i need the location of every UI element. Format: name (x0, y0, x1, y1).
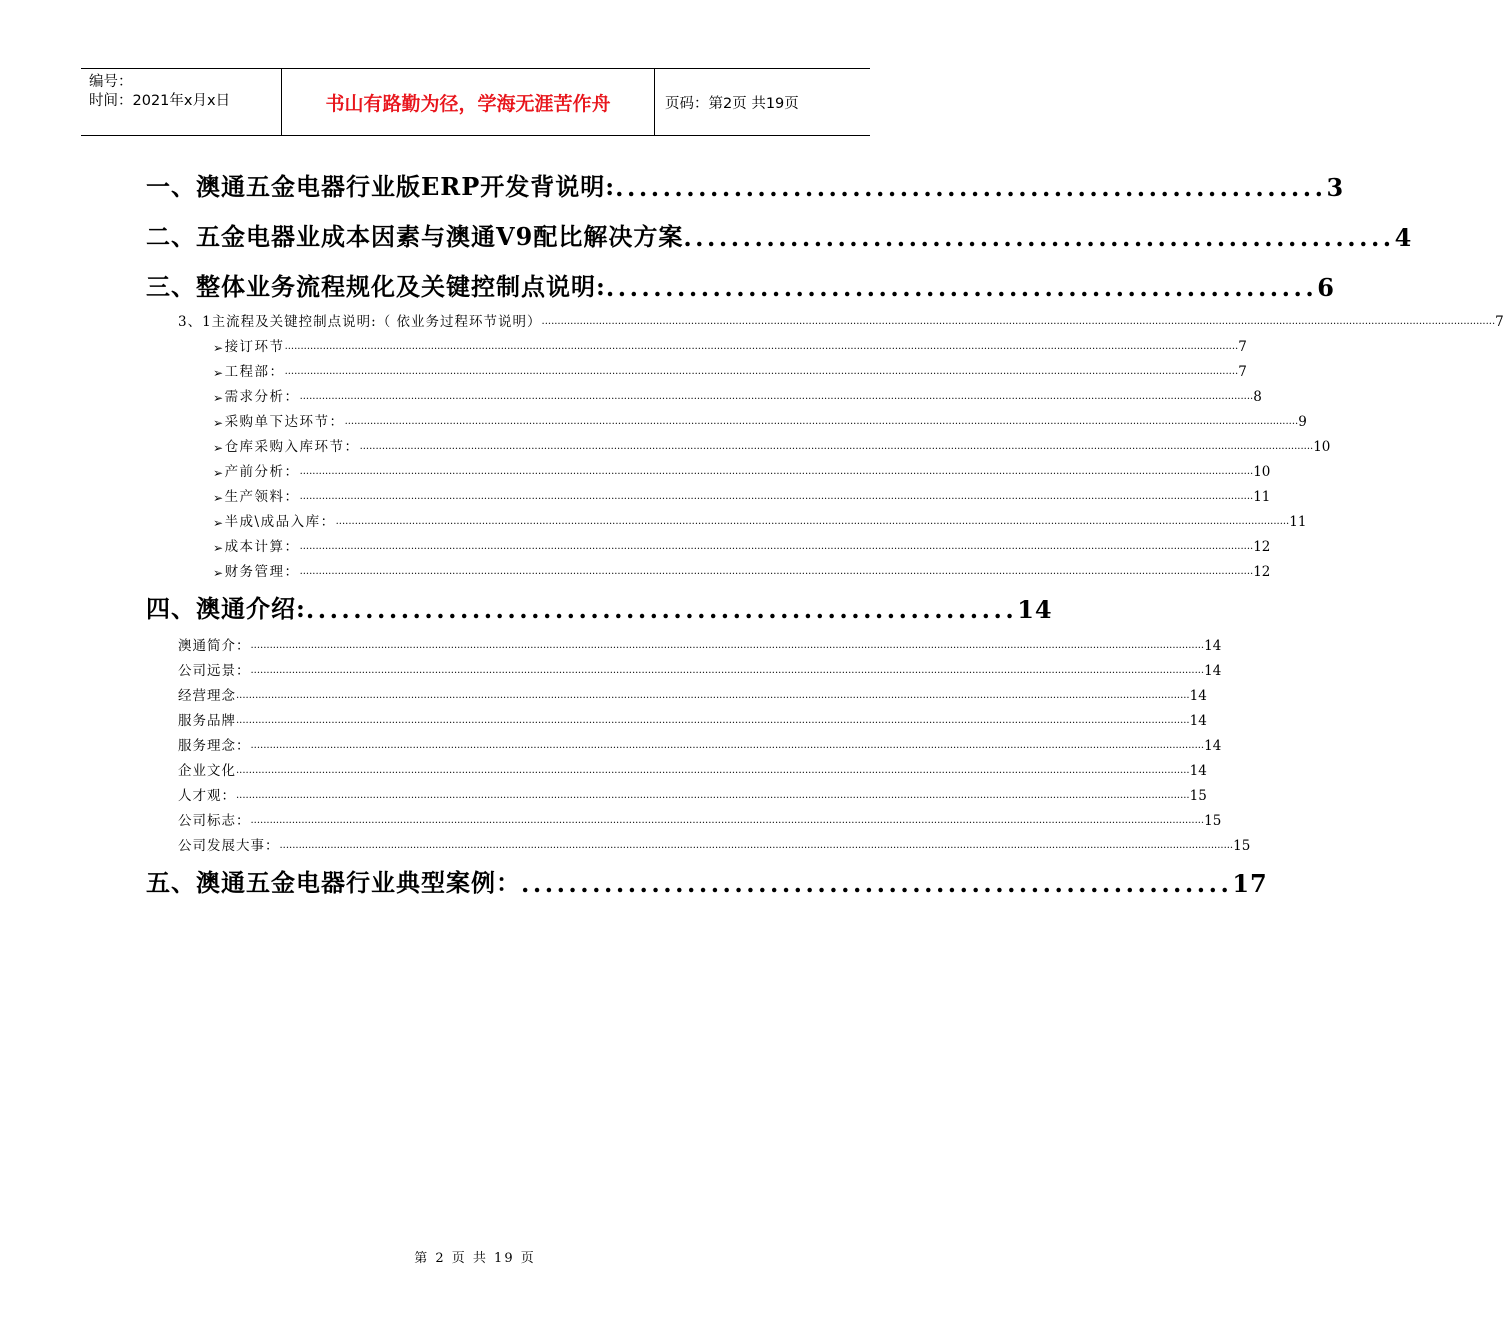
toc-entry-page: 14 (1189, 688, 1207, 704)
page-header (81, 68, 870, 136)
toc-entry-label: 财务管理： (224, 564, 300, 580)
toc-entry-page: 10 (1313, 439, 1331, 455)
toc-entry-label: 公司远景： (178, 663, 251, 679)
toc-leader-dots: ............................................................................................................................................................................................................................................................................................................ (236, 715, 1190, 726)
toc-leader-dots: ............................................................................................................................................................................................................................................................................................................ (236, 765, 1190, 776)
toc-entry-label: 成本计算： (224, 539, 300, 555)
toc-entry-page: 7 (1495, 314, 1504, 330)
toc-entry-label: 接订环节 (224, 339, 285, 355)
toc-entry-label: 生产领料： (224, 489, 300, 505)
toc-leader-dots: ............................................................................................................................................................................................................................................................................................................ (236, 790, 1190, 801)
toc-entry[interactable] (178, 834, 1251, 854)
toc-leader-dots: ............................................................ (615, 173, 1327, 202)
toc-entry[interactable] (146, 590, 1053, 624)
toc-entry-page: 14 (1204, 738, 1222, 754)
toc-entry[interactable] (178, 709, 1207, 729)
toc-entry-label: 需求分析： (224, 389, 300, 405)
toc-entry-label: 采购单下达环节： (224, 414, 345, 430)
toc-leader-dots: ............................................................................................................................................................................................................................................................................................................ (299, 541, 1254, 552)
page-footer: 第 2 页 共 19 页 (414, 1251, 536, 1266)
toc-entry[interactable] (178, 310, 1504, 330)
arrow-bullet-icon: ➢ (213, 366, 225, 380)
toc-leader-dots: ............................................................................................................................................................................................................................................................................................................ (250, 640, 1205, 651)
toc-entry-page: 8 (1253, 389, 1262, 405)
toc-entry[interactable] (213, 485, 1271, 505)
toc-entry[interactable] (178, 734, 1222, 754)
toc-entry[interactable] (178, 759, 1207, 779)
toc-entry-page: 9 (1298, 414, 1307, 430)
toc-entry-label: 公司发展大事： (178, 838, 280, 854)
toc-entry-page: 14 (1189, 713, 1207, 729)
toc-leader-dots: ............................................................................................................................................................................................................................................................................................................ (299, 566, 1254, 577)
toc-leader-dots: ............................................................................................................................................................................................................................................................................................................ (299, 491, 1254, 502)
toc-entry-page: 14 (1189, 763, 1207, 779)
toc-entry-label: 一、澳通五金电器行业版ERP开发背说明: (146, 172, 616, 201)
toc-entry-label: 二、五金电器业成本因素与澳通V9配比解决方案 (146, 222, 684, 251)
toc-entry-label: 三、整体业务流程规化及关键控制点说明: (146, 272, 606, 301)
toc-entry-page: 15 (1204, 813, 1222, 829)
toc-entry-label: 服务理念： (178, 738, 251, 754)
toc-entry[interactable] (213, 410, 1307, 430)
toc-entry[interactable] (178, 659, 1222, 679)
toc-entry[interactable] (178, 784, 1207, 804)
toc-entry-page: 7 (1238, 364, 1247, 380)
toc-entry[interactable] (213, 435, 1331, 455)
toc-leader-dots: ............................................................ (683, 223, 1395, 252)
toc-entry[interactable] (178, 809, 1222, 829)
toc-entry-page: 6 (1317, 273, 1335, 302)
toc-leader-dots: ............................................................ (605, 273, 1318, 302)
arrow-bullet-icon: ➢ (213, 491, 225, 505)
toc-entry[interactable] (146, 168, 1345, 202)
toc-entry-label: 四、澳通介绍: (146, 594, 306, 623)
arrow-bullet-icon: ➢ (213, 466, 225, 480)
toc-entry[interactable] (213, 535, 1271, 555)
toc-entry[interactable] (213, 460, 1271, 480)
toc-entry-page: 7 (1238, 339, 1247, 355)
header-motto: 书山有路勤为径，学海无涯苦作舟 (282, 69, 655, 135)
toc-entry-label: 企业文化 (178, 763, 236, 779)
toc-leader-dots: ............................................................................................................................................................................................................................................................................................................ (236, 690, 1190, 701)
toc-entry-page: 15 (1233, 838, 1251, 854)
toc-entry-page: 14 (1017, 595, 1053, 624)
header-page-info: 页码：第2页 共19页 (665, 95, 799, 112)
toc-leader-dots: ............................................................................................................................................................................................................................................................................................................ (250, 815, 1205, 826)
header-meta (81, 69, 282, 135)
arrow-bullet-icon: ➢ (213, 566, 225, 580)
toc-leader-dots: ............................................................................................................................................................................................................................................................................................................ (344, 416, 1299, 427)
toc-entry-page: 3 (1326, 173, 1345, 202)
toc-leader-dots: ............................................................................................................................................................................................................................................................................................................ (335, 516, 1290, 527)
toc-entry-label: 产前分析： (224, 464, 300, 480)
toc-entry-page: 11 (1289, 514, 1307, 530)
toc-entry-page: 12 (1253, 564, 1271, 580)
toc-entry[interactable] (146, 268, 1335, 302)
toc-entry-label: 公司标志： (178, 813, 251, 829)
toc-entry-label: 3、1主流程及关键控制点说明:（ 依业务过程环节说明） (178, 314, 542, 330)
header-date-label: 时间：2021年x月x日 (89, 93, 231, 109)
toc-entry[interactable] (178, 634, 1222, 654)
toc-entry-label: 五、澳通五金电器行业典型案例： (146, 868, 521, 897)
toc-entry-page: 12 (1253, 539, 1271, 555)
header-code-label: 编号： (89, 74, 133, 90)
toc-leader-dots: ............................................................................................................................................................................................................................................................................................................ (250, 740, 1205, 751)
toc-entry-page: 14 (1204, 663, 1222, 679)
toc-entry[interactable] (213, 385, 1262, 405)
toc-entry-label: 澳通简介： (178, 638, 251, 654)
toc-entry[interactable] (213, 560, 1271, 580)
toc-leader-dots: ............................................................ (521, 869, 1233, 898)
toc-entry-page: 15 (1189, 788, 1207, 804)
toc-entry[interactable] (146, 864, 1268, 898)
toc-entry[interactable] (213, 360, 1247, 380)
toc-entry-label: 人才观： (178, 788, 236, 804)
toc-entry-label: 仓库采购入库环节： (224, 439, 360, 455)
toc-leader-dots: ............................................................................................................................................................................................................................................................................................................ (250, 665, 1205, 676)
toc-entry-label: 经营理念 (178, 688, 236, 704)
toc-leader-dots: ............................................................ (305, 595, 1018, 624)
toc-entry[interactable] (213, 335, 1247, 355)
toc-entry-page: 10 (1253, 464, 1271, 480)
toc-leader-dots: ............................................................................................................................................................................................................................................................................................................ (299, 391, 1254, 402)
toc-entry[interactable] (178, 684, 1207, 704)
arrow-bullet-icon: ➢ (213, 541, 225, 555)
toc-entry[interactable] (213, 510, 1307, 530)
toc-entry-page: 4 (1394, 223, 1413, 252)
toc-entry[interactable] (146, 218, 1413, 252)
toc-entry-page: 14 (1204, 638, 1222, 654)
arrow-bullet-icon: ➢ (213, 416, 225, 430)
toc-leader-dots: ............................................................................................................................................................................................................................................................................................................ (279, 840, 1234, 851)
arrow-bullet-icon: ➢ (213, 391, 225, 405)
toc-leader-dots: ............................................................................................................................................................................................................................................................................................................ (284, 366, 1239, 377)
toc-entry-page: 17 (1232, 869, 1268, 898)
toc-leader-dots: ............................................................................................................................................................................................................................................................................................................ (541, 316, 1496, 327)
toc-entry-label: 服务品牌 (178, 713, 236, 729)
arrow-bullet-icon: ➢ (213, 341, 225, 355)
toc-leader-dots: ............................................................................................................................................................................................................................................................................................................ (359, 441, 1314, 452)
toc-entry-label: 半成\成品入库： (224, 514, 336, 530)
toc-entry-label: 工程部： (224, 364, 285, 380)
toc-leader-dots: ............................................................................................................................................................................................................................................................................................................ (299, 466, 1254, 477)
arrow-bullet-icon: ➢ (213, 441, 225, 455)
toc-leader-dots: ............................................................................................................................................................................................................................................................................................................ (284, 341, 1239, 352)
arrow-bullet-icon: ➢ (213, 516, 225, 530)
toc-entry-page: 11 (1253, 489, 1271, 505)
